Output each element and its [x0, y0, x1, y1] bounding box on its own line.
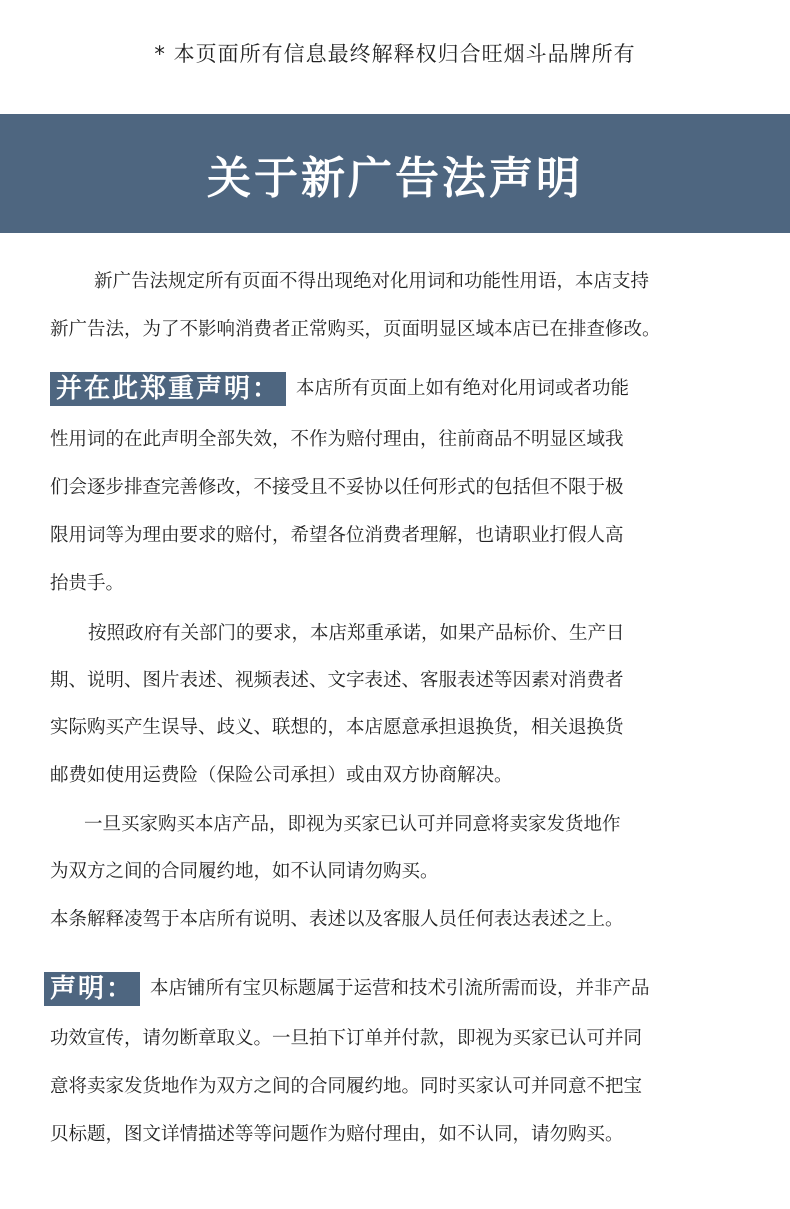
statement2-first-line: [0, 972, 790, 1006]
statement1-line-5: 抬贵手。: [50, 573, 125, 594]
commitment-line-2: 期、说明、图片表述、视频表述、文字表述、客服表述等因素对消费者: [50, 670, 624, 691]
statement1-tag: 并在此郑重声明：: [50, 372, 286, 406]
title-banner: [0, 114, 790, 233]
top-note: * 本页面所有信息最终解释权归合旺烟斗品牌所有: [154, 42, 636, 66]
statement1-line-4: 限用词等为理由要求的赔付，希望各位消费者理解，也请职业打假人高: [50, 525, 624, 546]
statement1-first-line: [0, 372, 790, 406]
statement2-tag: 声明：: [44, 972, 140, 1006]
statement2-line-3: 意将卖家发货地作为双方之间的合同履约地。同时买家认可并同意不把宝: [50, 1076, 643, 1097]
intro-line-1: 新广告法规定所有页面不得出现绝对化用词和功能性用语，本店支持: [94, 271, 650, 292]
purchase-line-1: 一旦买家购买本店产品，即视为买家已认可并同意将卖家发货地作: [84, 814, 621, 835]
purchase-line-2: 为双方之间的合同履约地，如不认同请勿购买。: [50, 861, 439, 882]
statement2-line-4: 贝标题，图文详情描述等等问题作为赔付理由，如不认同，请勿购买。: [50, 1124, 624, 1145]
page-title: 关于新广告法声明: [207, 152, 583, 204]
commitment-line-4: 邮费如使用运费险（保险公司承担）或由双方协商解决。: [50, 765, 513, 786]
statement1-line-2: 性用词的在此声明全部失效，不作为赔付理由，往前商品不明显区域我: [50, 429, 624, 450]
commitment-line-1: 按照政府有关部门的要求，本店郑重承诺，如果产品标价、生产日: [88, 623, 625, 644]
statement2-line-2: 功效宣传，请勿断章取义。一旦拍下订单并付款，即视为买家已认可并同: [50, 1028, 643, 1049]
statement2-line-1: 本店铺所有宝贝标题属于运营和技术引流所需而设，并非产品: [150, 978, 650, 999]
intro-line-2: 新广告法，为了不影响消费者正常购买，页面明显区域本店已在排查修改。: [50, 319, 661, 340]
statement1-line-1: 本店所有页面上如有绝对化用词或者功能: [296, 378, 630, 399]
commitment-line-3: 实际购买产生误导、歧义、联想的，本店愿意承担退换货，相关退换货: [50, 717, 624, 738]
purchase-line-3: 本条解释凌驾于本店所有说明、表述以及客服人员任何表达表述之上。: [50, 909, 624, 930]
statement1-line-3: 们会逐步排查完善修改，不接受且不妥协以任何形式的包括但不限于极: [50, 477, 624, 498]
